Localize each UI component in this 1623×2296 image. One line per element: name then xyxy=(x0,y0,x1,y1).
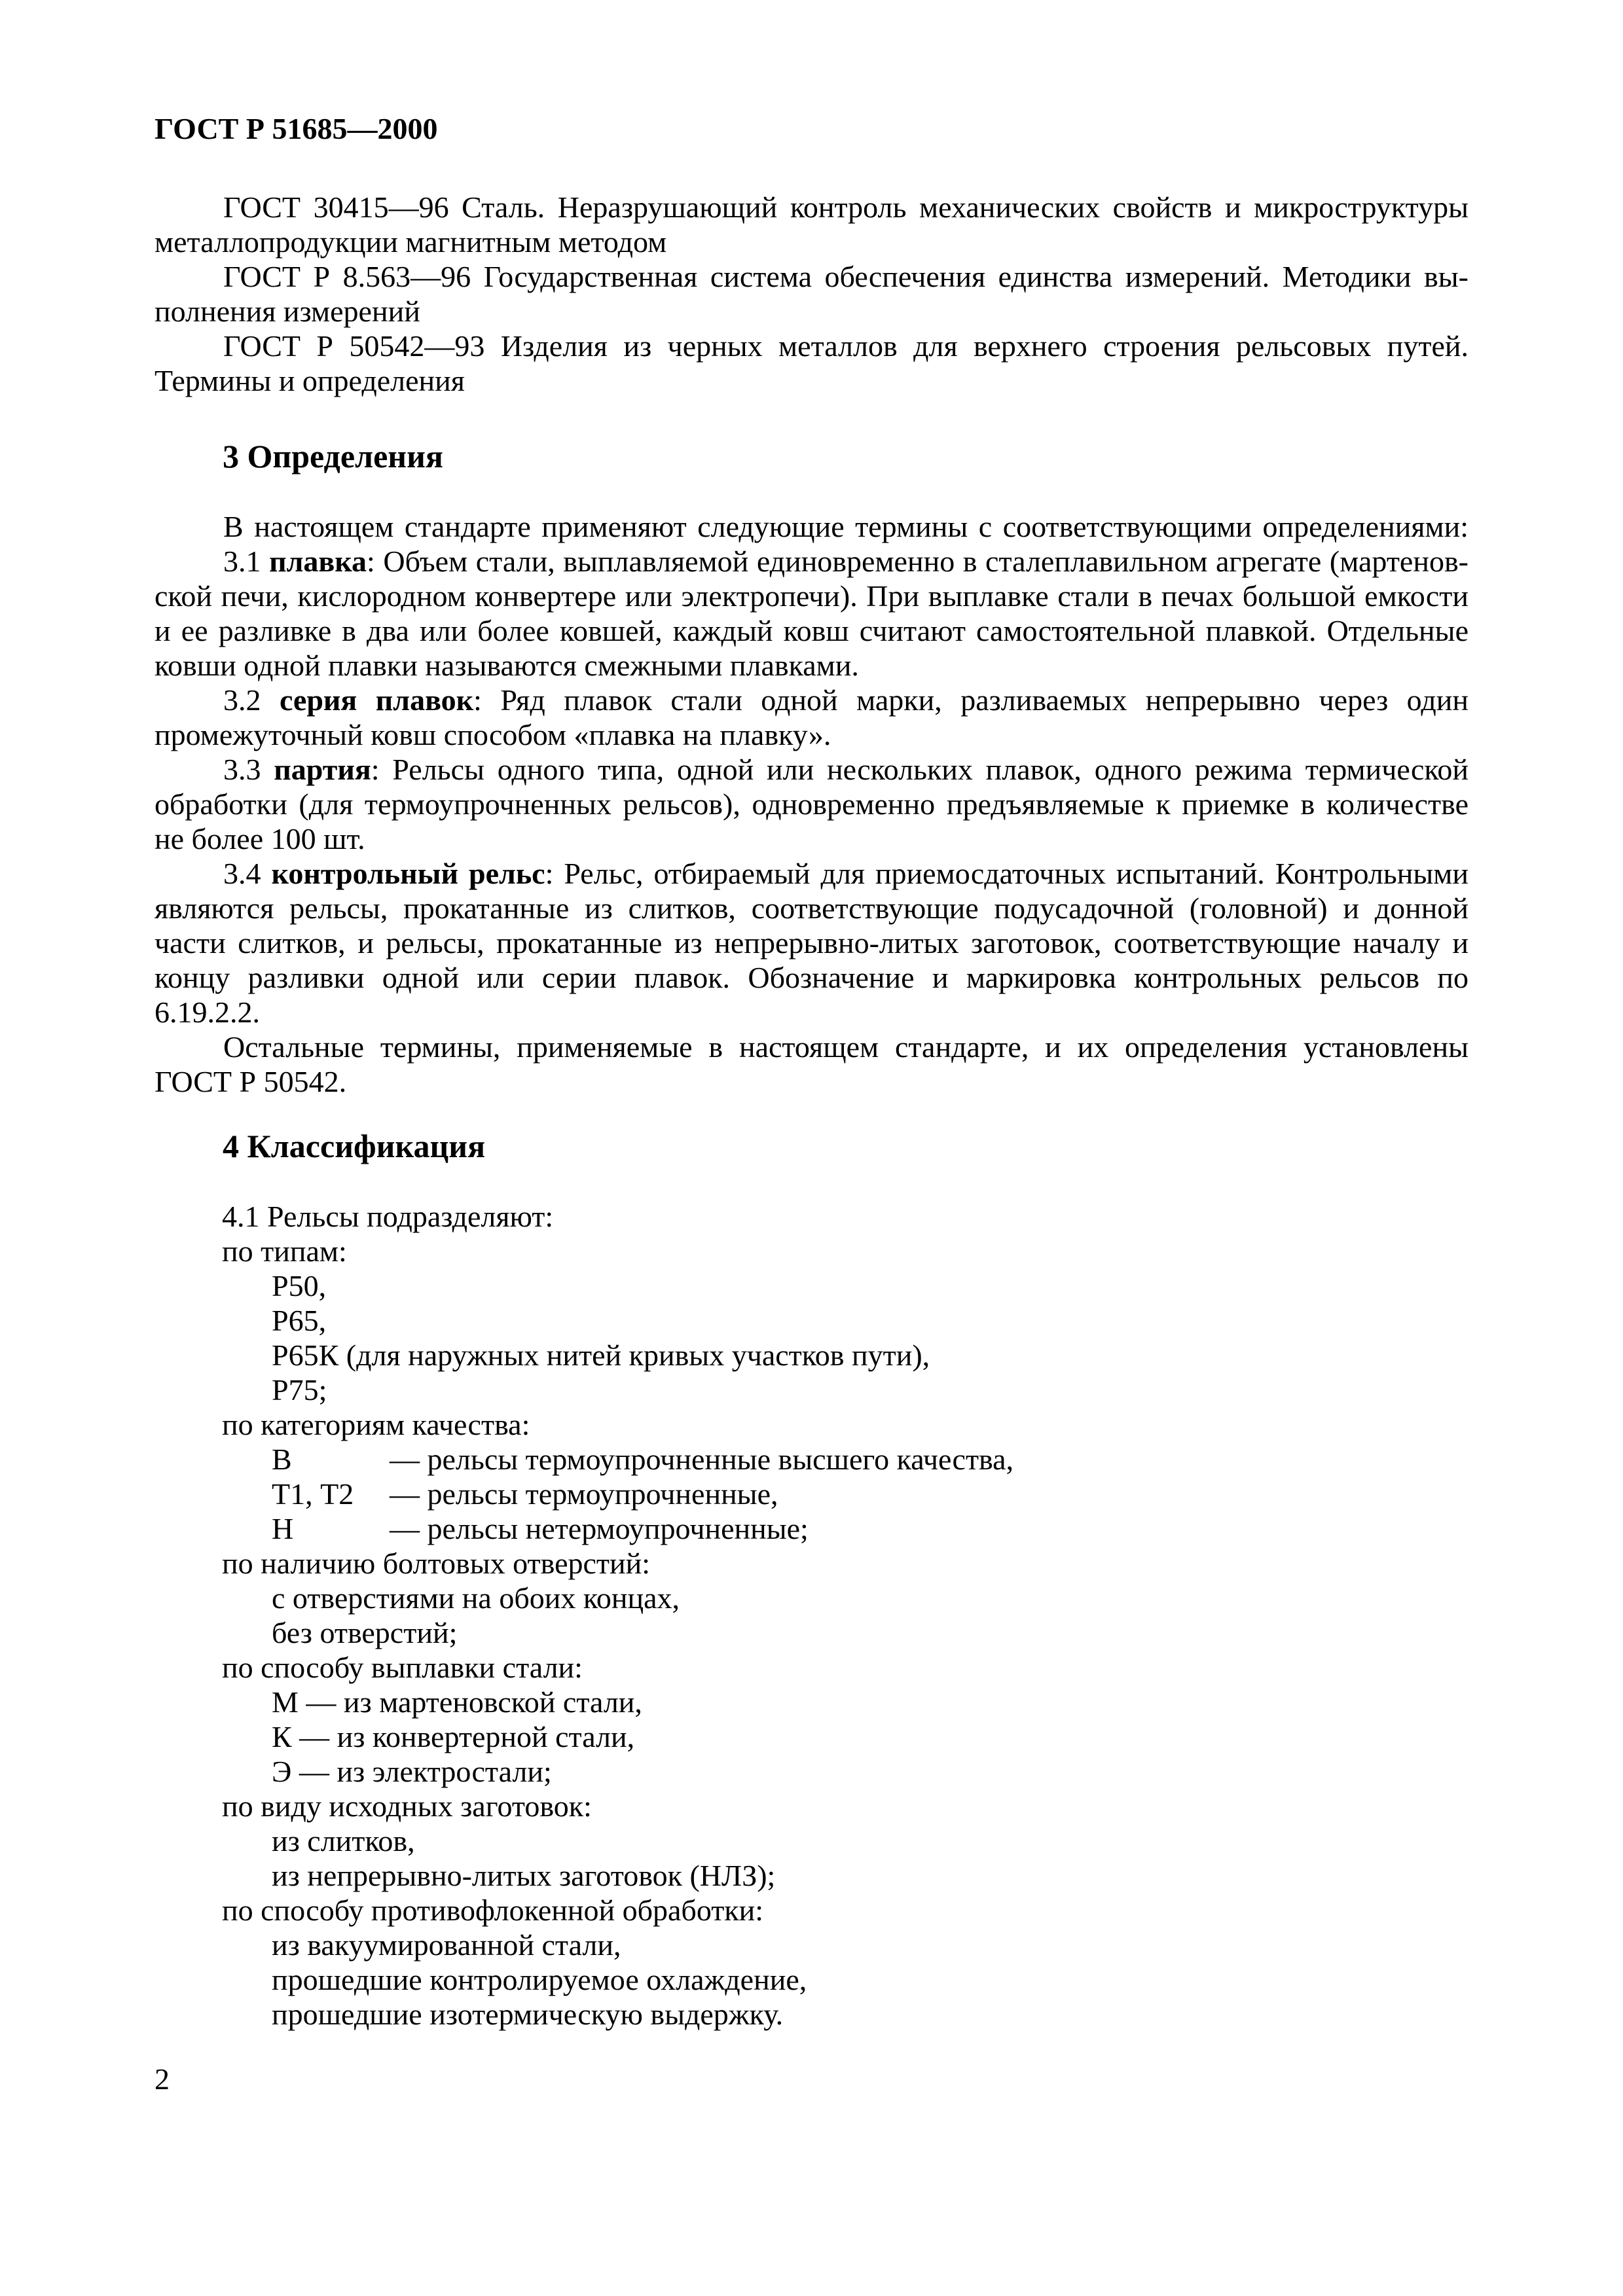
list-item: Э — из электростали; xyxy=(272,1755,552,1788)
term-name: плавка xyxy=(269,545,367,578)
term-text: : Рельсы одного типа, одной или нескольких плавок, одного режима термической xyxy=(371,753,1468,786)
section-3-intro: В настоящем стандарте применяют следующие термины с соответствующими определениями: xyxy=(223,510,1468,543)
reference-line: ГОСТ Р 50542—93 Изделия из черных металлов для верхнего строения рельсовых путей. xyxy=(223,329,1468,363)
section-4-body xyxy=(155,1199,1468,2032)
list-heading: по типам: xyxy=(222,1234,347,1268)
list-item: Р65К (для наружных нитей кривых участков пути), xyxy=(272,1338,930,1372)
term-text-line: концу разливки одной или серии плавок. Обозначение и маркировка контрольных рельсов по xyxy=(155,961,1468,994)
term-text-line: являются рельсы, прокатанные из слитков, соответствующие подусадочной (головной) и донной xyxy=(155,891,1468,925)
term-name: партия xyxy=(274,753,371,786)
term-3-3 xyxy=(155,752,1468,787)
list-heading: по виду исходных заготовок: xyxy=(222,1789,592,1823)
section-3-body xyxy=(155,509,1468,1099)
section-3-closing: ГОСТ Р 50542. xyxy=(155,1065,347,1098)
term-number: 3.1 xyxy=(223,545,261,578)
reference-line: полнения измерений xyxy=(155,295,420,328)
list-heading: по способу противофлокенной обработки: xyxy=(222,1893,764,1927)
term-text: : Рельс, отбираемый для приемосдаточных испытаний. Контрольными xyxy=(545,857,1469,890)
term-3-2 xyxy=(155,683,1468,717)
reference-line: Термины и определения xyxy=(155,364,465,397)
term-text-line: части слитков, и рельсы, прокатанные из непрерывно-литых заготовок, соответствующие началу и xyxy=(155,926,1468,960)
list-heading: по способу выплавки стали: xyxy=(222,1651,583,1684)
term-3-4 xyxy=(155,856,1468,891)
section-4-title: 4 Классификация xyxy=(223,1128,486,1164)
list-item: Р65, xyxy=(272,1304,327,1337)
term-3-1 xyxy=(155,544,1468,579)
quality-text: — рельсы термоупрочненные высшего качества, xyxy=(390,1443,1014,1476)
list-heading: по категориям качества: xyxy=(222,1408,530,1441)
list-item xyxy=(155,1477,1468,1511)
list-item xyxy=(155,1511,1468,1546)
term-name: контрольный рельс xyxy=(271,857,545,890)
list-heading: по наличию болтовых отверстий: xyxy=(222,1547,651,1580)
term-text-line: ковши одной плавки называются смежными плавками. xyxy=(155,649,859,682)
list-item: из вакуумированной стали, xyxy=(272,1928,621,1962)
references-list xyxy=(155,190,1468,398)
list-item: М — из мартеновской стали, xyxy=(272,1685,642,1719)
term-text-line: ской печи, кислородном конвертере или электропечи). При выплавке стали в печах большой емкости xyxy=(155,579,1468,613)
list-item: прошедшие изотермическую выдержку. xyxy=(272,1998,784,2031)
reference-line: ГОСТ 30415—96 Сталь. Неразрушающий контроль механических свойств и микроструктуры xyxy=(223,190,1468,224)
quality-text: — рельсы нетермоупрочненные; xyxy=(390,1512,809,1545)
list-item: без отверстий; xyxy=(272,1616,458,1649)
list-item: из слитков, xyxy=(272,1824,415,1857)
list-item: К — из конвертерной стали, xyxy=(272,1720,635,1753)
section-3-title: 3 Определения xyxy=(223,438,443,475)
term-text-line: 6.19.2.2. xyxy=(155,996,260,1029)
list-item: с отверстиями на обоих концах, xyxy=(272,1581,680,1615)
quality-text: — рельсы термоупрочненные, xyxy=(390,1477,778,1511)
section-4-intro: 4.1 Рельсы подразделяют: xyxy=(222,1200,554,1233)
quality-code: В xyxy=(272,1443,292,1476)
list-item: Р75; xyxy=(272,1373,327,1407)
term-text-line: обработки (для термоупрочненных рельсов), одновременно предъявляемые к приемке в количестве xyxy=(155,787,1468,821)
page-number: 2 xyxy=(155,2062,170,2096)
term-name: серия плавок xyxy=(279,683,474,717)
reference-line: металлопродукции магнитным методом xyxy=(155,225,667,259)
term-text: : Ряд плавок стали одной марки, разливаемых непрерывно через один xyxy=(473,683,1468,717)
list-item xyxy=(155,1442,1468,1477)
term-text-line: промежуточный ковш способом «плавка на плавку». xyxy=(155,718,831,751)
list-item: прошедшие контролируемое охлаждение, xyxy=(272,1963,807,1996)
quality-code: Т1, Т2 xyxy=(272,1477,354,1511)
term-text-line: не более 100 шт. xyxy=(155,822,365,855)
term-text-line: и ее разливке в два или более ковшей, каждый ковш считают самостоятельной плавкой. Отдельные xyxy=(155,614,1468,647)
quality-code: Н xyxy=(272,1512,294,1545)
term-number: 3.2 xyxy=(223,683,261,717)
list-item: из непрерывно-литых заготовок (НЛЗ); xyxy=(272,1859,776,1892)
reference-line: ГОСТ Р 8.563—96 Государственная система обеспечения единства измерений. Методики вы- xyxy=(223,260,1468,293)
term-number: 3.4 xyxy=(223,857,261,890)
section-3-closing: Остальные термины, применяемые в настоящем стандарте, и их определения установлены xyxy=(223,1030,1468,1064)
term-number: 3.3 xyxy=(223,753,261,786)
document-header: ГОСТ Р 51685—2000 xyxy=(155,112,438,145)
list-item: Р50, xyxy=(272,1269,327,1302)
term-text: : Объем стали, выплавляемой единовременно в сталеплавильном агрегате (мартенов- xyxy=(367,545,1468,578)
